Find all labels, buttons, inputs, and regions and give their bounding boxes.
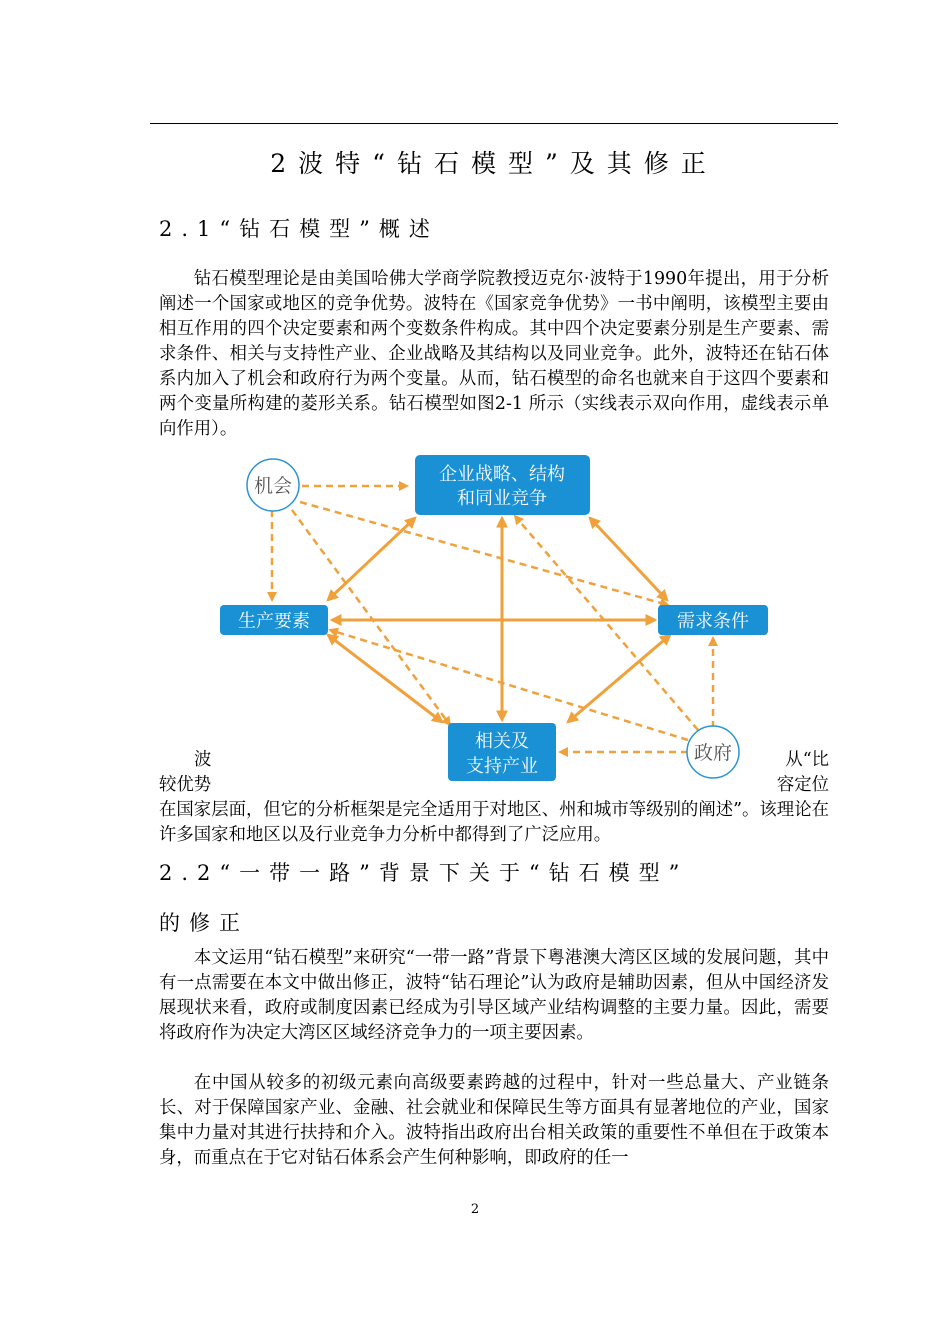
section-1-title: 2.1“钻石模型”概述: [159, 217, 439, 241]
para-2-start: 波: [194, 750, 212, 770]
arrow-strategy-demand: [590, 518, 667, 600]
diamond-model-diagram: [210, 450, 780, 790]
para-2-right: 从“比: [785, 750, 829, 770]
node-chance-label: 机会: [253, 475, 293, 497]
node-related-label-1: 相关及: [475, 731, 529, 752]
node-related: [448, 723, 556, 781]
chapter-title: 2波特“钻石模型”及其修正: [270, 149, 718, 178]
para-2-line2-left: 较优势: [159, 775, 212, 795]
node-strategy: [415, 455, 590, 515]
node-factor: [220, 605, 328, 635]
page-number: 2: [470, 1202, 480, 1217]
para-2-rest: 在国家层面，但它的分析框架是完全适用于对地区、州和城市等级别的阐述”。该理论在许多国家和地区以及行业竞争力分析中都得到了广泛应用。: [159, 800, 829, 845]
node-related-label-2: 支持产业: [466, 756, 538, 777]
dash-chance-demand: [300, 502, 668, 605]
node-government: [687, 726, 739, 778]
node-demand: [658, 605, 768, 635]
section-2-title-line-2: 的修正: [159, 911, 249, 935]
node-factor-label: 生产要素: [238, 611, 310, 632]
node-demand-label: 需求条件: [677, 611, 749, 632]
node-government-label: 政府: [693, 742, 733, 764]
arrow-strategy-factor: [328, 518, 415, 600]
para-2-line2-right: 容定位: [776, 775, 829, 795]
node-strategy-label-1: 企业战略、结构: [439, 464, 565, 485]
section-2-paragraph-1: 本文运用“钻石模型”来研究“一带一路”背景下粤港澳大湾区区域的发展问题，其中有一点需要在本文中做出修正，波特“钻石理论”认为政府是辅助因素，但从中国经济发展现状来看，政府或制度因素已经成为引导区域产业结构调整的主要力量。因此，需要将政府作为决定大湾区区域经济竞争力的一项主要因素。: [159, 948, 829, 1043]
section-2-paragraph-2: 在中国从较多的初级元素向高级要素跨越的过程中，针对一些总量大、产业链条长、对于保障国家产业、金融、社会就业和保障民生等方面具有显著地位的产业，国家集中力量对其进行扶持和介入。波特指出政府出台相关政策的重要性不单但在于政策本身，而重点在于它对钻石体系会产生何种影响，即政府的任一: [159, 1073, 829, 1168]
header-rule: [150, 123, 838, 124]
node-chance: [247, 459, 299, 511]
section-2-title-line-1: 2.2“一带一路”背景下关于“钻石模型”: [159, 861, 689, 885]
section-1-paragraph-1: 钻石模型理论是由美国哈佛大学商学院教授迈克尔·波特于1990年提出，用于分析阐述一个国家或地区的竞争优势。波特在《国家竞争优势》一书中阐明，该模型主要由相互作用的四个决定要素和两个变数条件构成。其中四个决定要素分别是生产要素、需求条件、相关与支持性产业、企业战略及其结构以及同业竞争。此外，波特还在钻石体系内加入了机会和政府行为两个变量。从而，钻石模型的命名也就来自于这四个要素和两个变量所构建的菱形关系。钻石模型如图2-1 所示（实线表示双向作用，虚线表示单向作用）。: [159, 269, 829, 439]
node-strategy-label-2: 和同业竞争: [457, 488, 547, 509]
